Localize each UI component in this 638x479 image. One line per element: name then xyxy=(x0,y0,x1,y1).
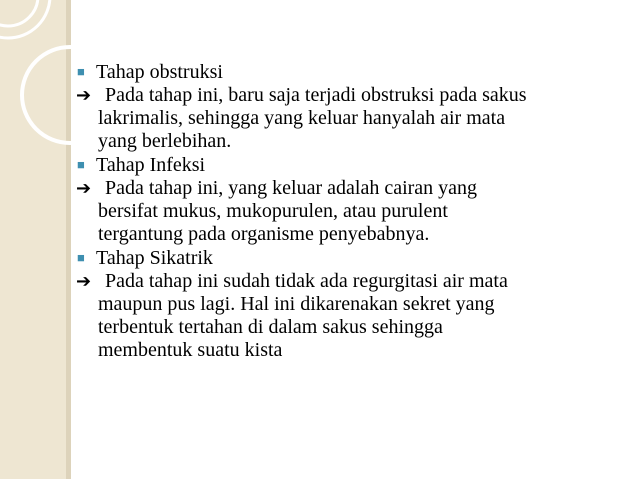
desc-tahap-sikatrik xyxy=(76,270,626,362)
arrow-right-icon: ➔ xyxy=(76,178,92,199)
square-bullet-icon: ■ xyxy=(77,157,85,172)
arrow-right-icon: ➔ xyxy=(76,271,92,292)
desc-line: Pada tahap ini, yang keluar adalah cairan yang xyxy=(105,177,478,199)
desc-line: Pada tahap ini sudah tidak ada regurgitasi air mata xyxy=(105,270,508,292)
arrow-right-icon: ➔ xyxy=(76,85,92,106)
slide-content xyxy=(76,60,626,362)
desc-line: Pada tahap ini, baru saja terjadi obstruksi pada sakus xyxy=(105,84,527,106)
desc-line: maupun pus lagi. Hal ini dikarenakan sekret yang xyxy=(98,293,495,315)
heading-text: Tahap obstruksi xyxy=(96,61,223,83)
desc-line: terbentuk tertahan di dalam sakus sehingga xyxy=(98,316,443,338)
desc-tahap-infeksi xyxy=(76,177,626,246)
desc-line: tergantung pada organisme penyebabnya. xyxy=(98,223,430,245)
desc-line: lakrimalis, sehingga yang keluar hanyalah air mata xyxy=(98,107,506,129)
heading-tahap-infeksi xyxy=(76,153,626,177)
heading-text: Tahap Sikatrik xyxy=(96,247,213,269)
heading-tahap-obstruksi xyxy=(76,60,626,84)
square-bullet-icon: ■ xyxy=(77,250,85,265)
desc-line: bersifat mukus, mukopurulen, atau purulent xyxy=(98,200,448,222)
heading-text: Tahap Infeksi xyxy=(96,154,206,176)
inner-decorative-circle xyxy=(0,0,38,26)
heading-tahap-sikatrik xyxy=(76,246,626,270)
square-bullet-icon: ■ xyxy=(77,64,85,79)
desc-tahap-obstruksi xyxy=(76,84,626,153)
desc-line: yang berlebihan. xyxy=(98,130,232,152)
desc-line: membentuk suatu kista xyxy=(98,339,283,361)
